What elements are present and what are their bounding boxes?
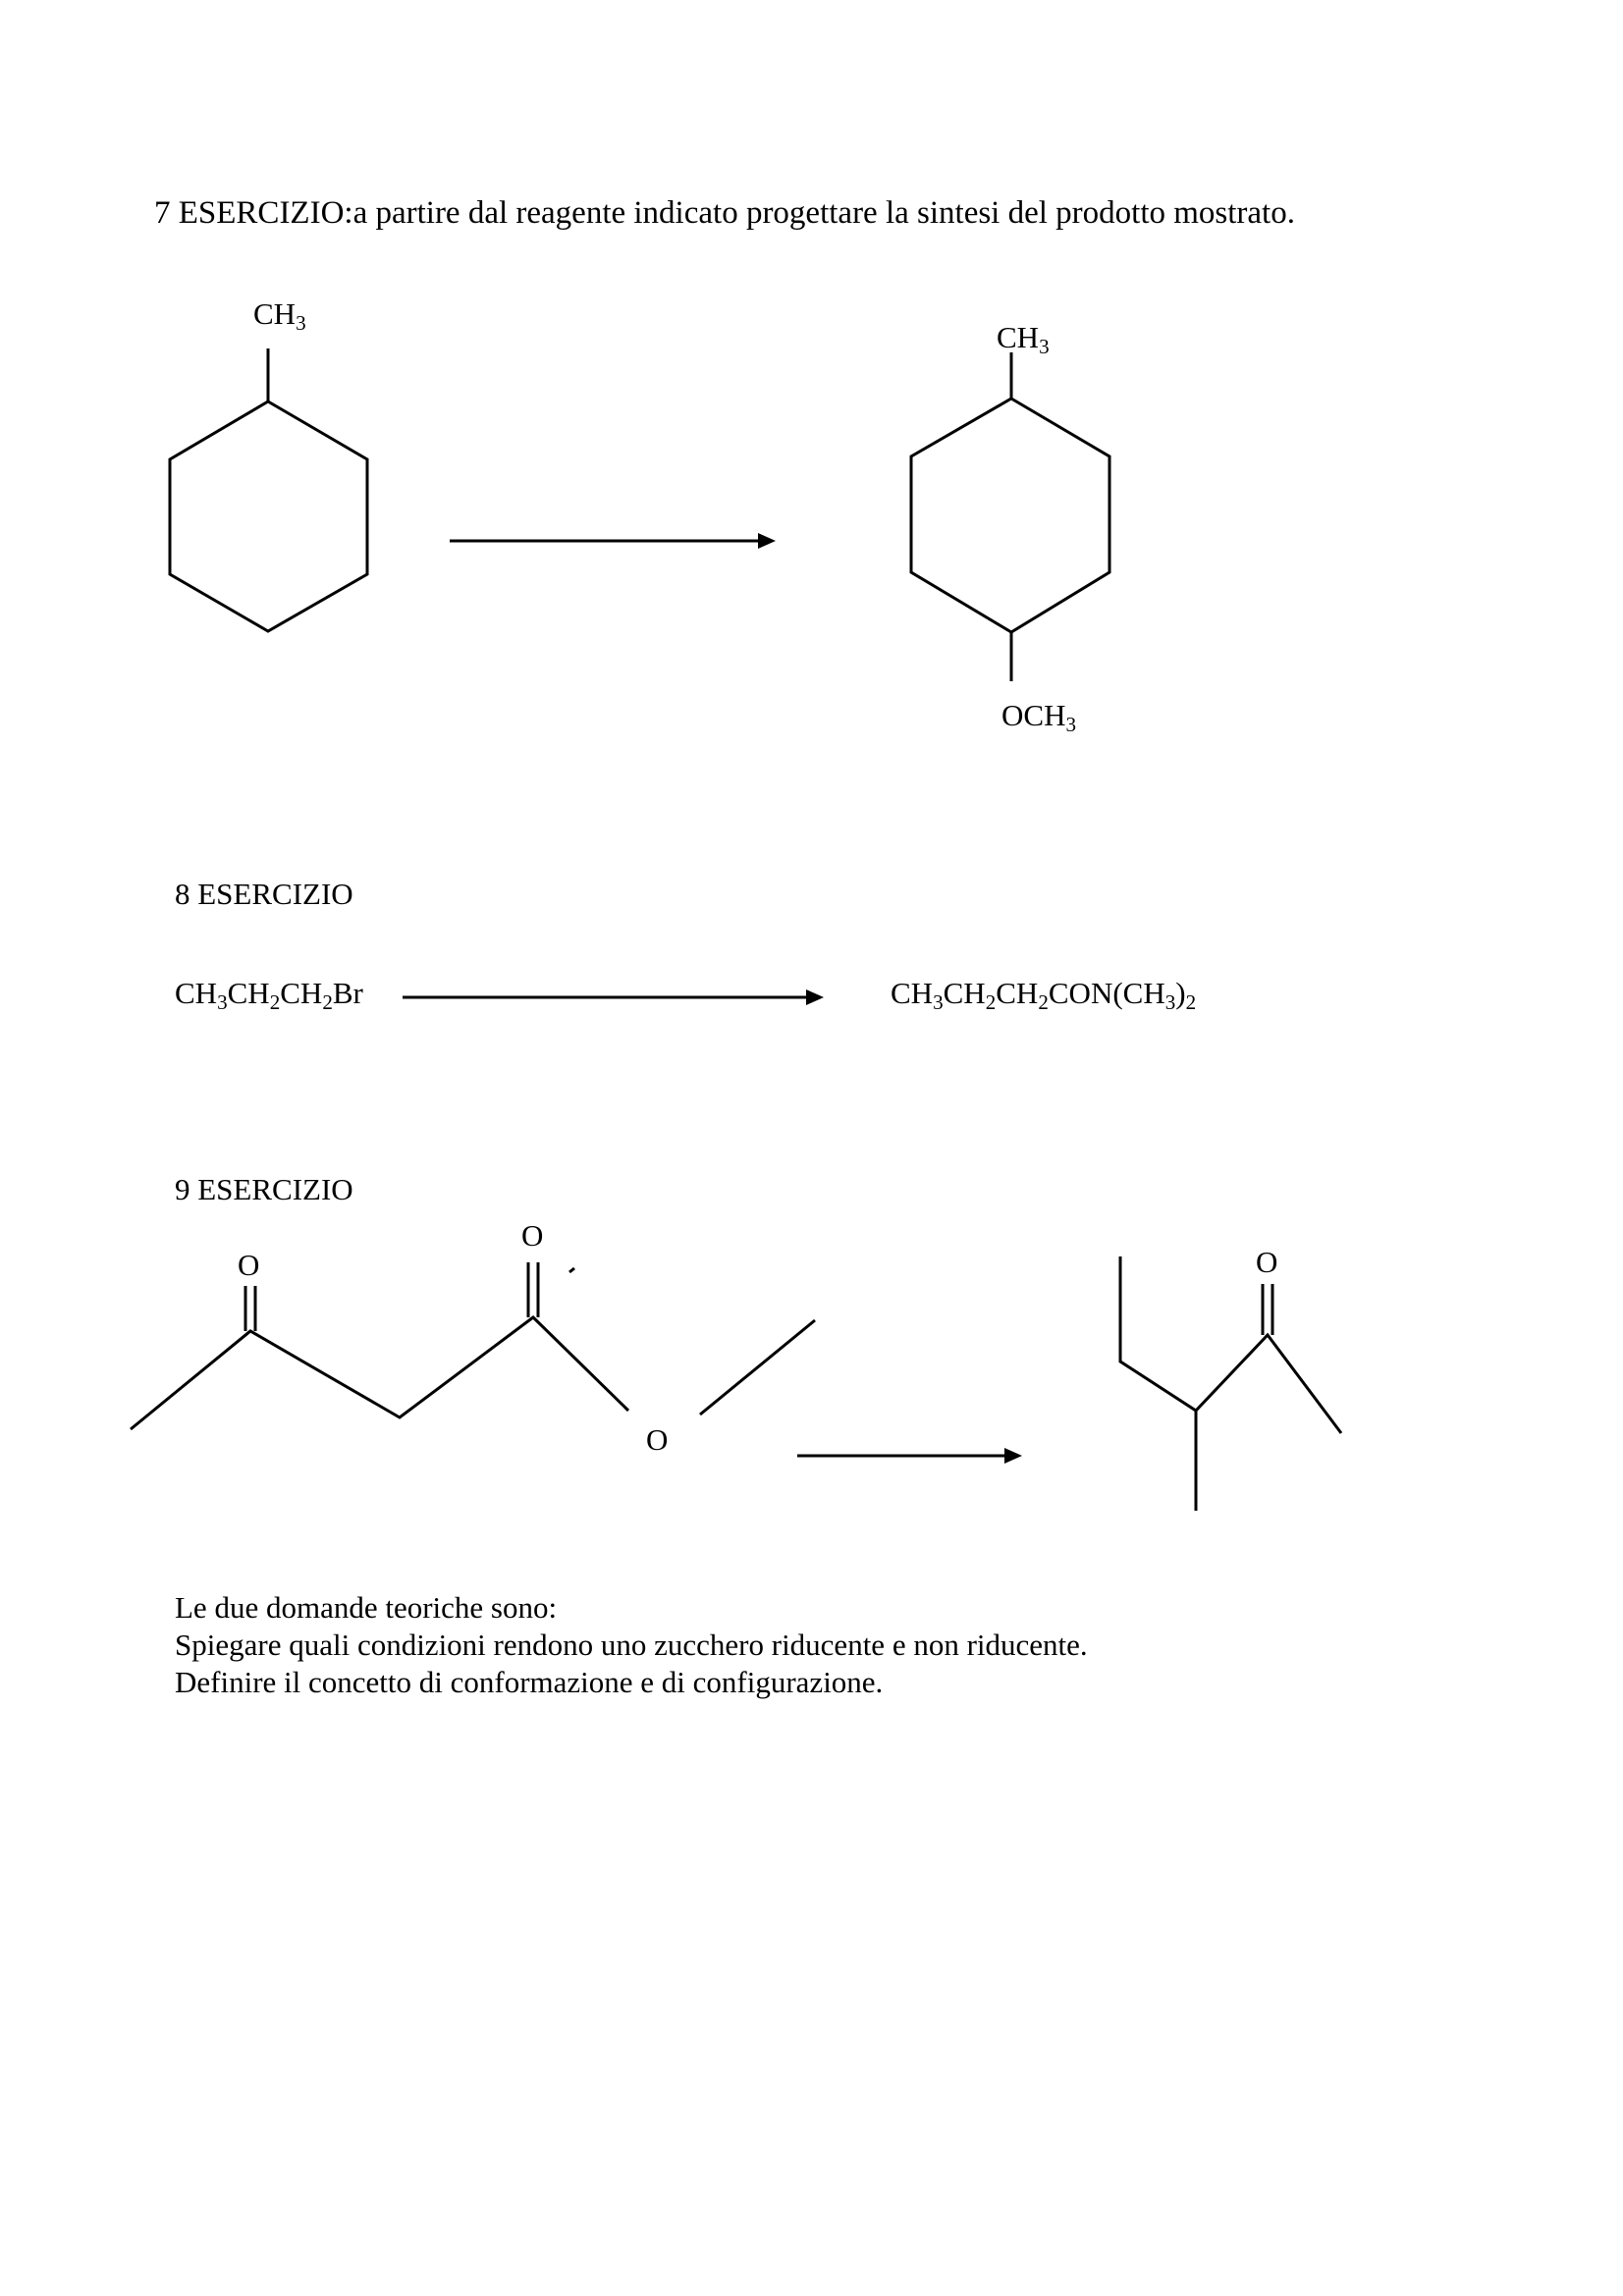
exercise-7-title: 7 ESERCIZIO:a partire dal reagente indicato progettare la sintesi del prodotto mostrato. — [154, 195, 1295, 231]
reagent-ch3-label: $CH_3$ — [253, 296, 306, 335]
question-2: Definire il concetto di conformazione e di configurazione. — [175, 1665, 884, 1699]
reagent-ketoester-skeleton — [131, 1262, 815, 1429]
questions-intro: Le due domande teoriche sono: — [175, 1590, 558, 1625]
exercise-8-reagent-formula: $CH_3CH_2CH_2Br$ — [175, 976, 363, 1014]
exercise-8-product-formula: $CH_3CH_2CH_2CON(CH_3)_2$ — [891, 976, 1197, 1014]
product-och3-label: $OCH_3$ — [1001, 698, 1076, 736]
product-cyclohexane-ring — [911, 352, 1109, 681]
reaction-arrow-9 — [797, 1448, 1022, 1464]
product-ch3-label: $CH_3$ — [997, 320, 1050, 358]
reagent-cyclohexane-ring — [170, 348, 367, 631]
ester-oxygen-label: O — [646, 1422, 669, 1457]
product-ketone-skeleton — [1120, 1256, 1341, 1511]
reaction-arrow-7 — [450, 533, 776, 549]
reaction-arrow-8 — [403, 989, 824, 1005]
question-1: Spiegare quali condizioni rendono uno zucchero riducente e non riducente. — [175, 1628, 1088, 1662]
ketone-oxygen-label: O — [238, 1248, 260, 1282]
product-oxygen-label: O — [1256, 1245, 1278, 1279]
ester-carbonyl-oxygen-label: O — [521, 1218, 544, 1253]
exercise-9-title: 9 ESERCIZIO — [175, 1172, 353, 1206]
exercise-8-title: 8 ESERCIZIO — [175, 877, 353, 911]
